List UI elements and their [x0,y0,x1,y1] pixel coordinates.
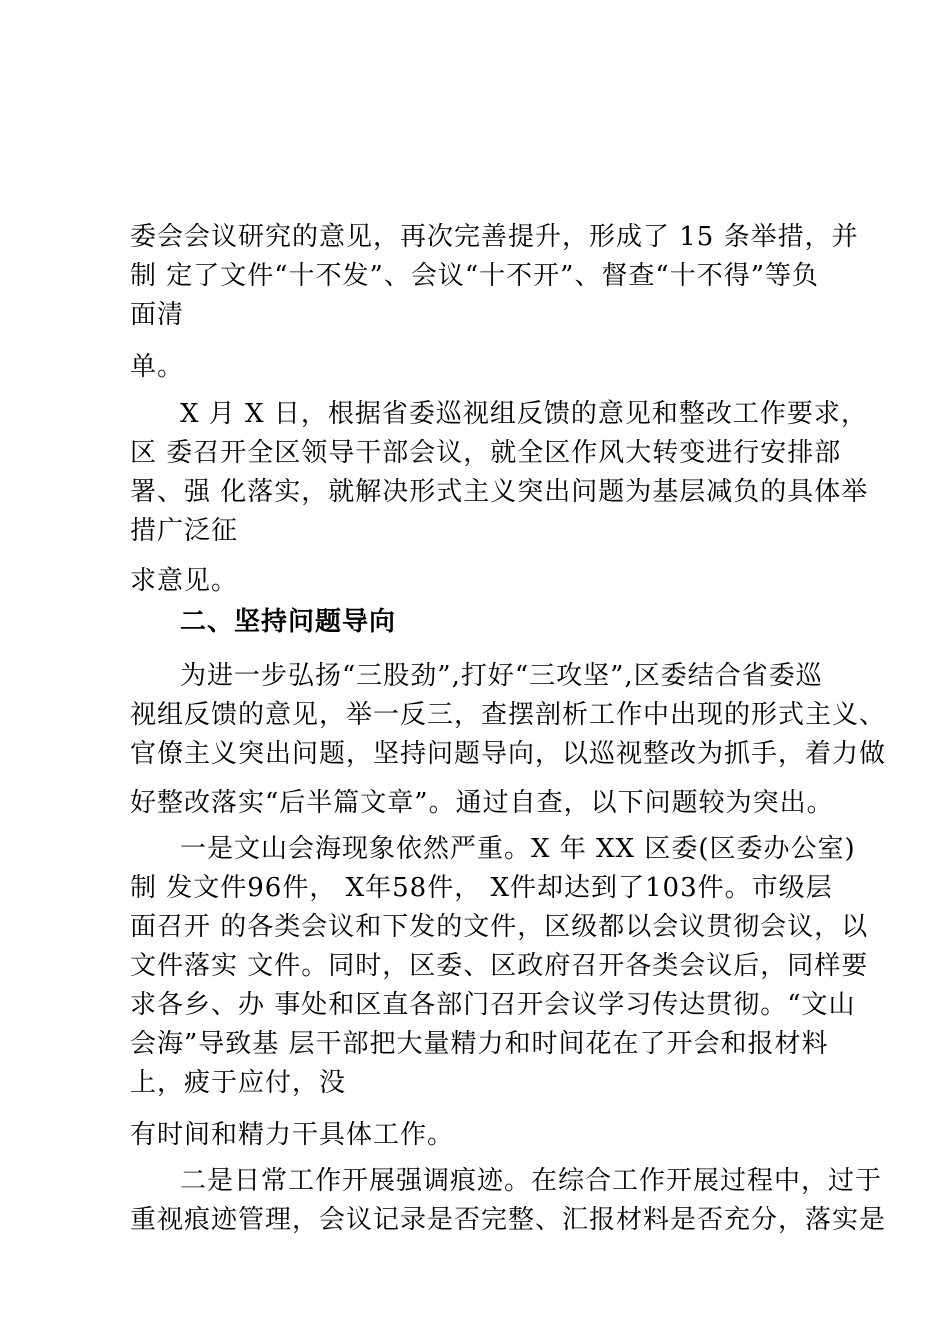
paragraph-line: 制 定了文件“十不发”、会议“十不开”、督查“十不得”等负 [130,261,820,291]
paragraph-line: 委会会议研究的意见，再次完善提升，形成了 15 条举措，并 [130,222,859,252]
paragraph-line: 面召开 的各类会议和下发的文件，区级都以会议贯彻会议，以 [130,912,869,942]
paragraph-line: 重视痕迹管理，会议记录是否完整、汇报材料是否充分，落实是 [130,1205,887,1235]
paragraph-line: 上，疲于应付，没 [130,1068,347,1098]
paragraph-line: 官僚主义突出问题，坚持问题导向，以巡视整改为抓手，着力做 [130,739,887,769]
paragraph-line: 视组反馈的意见，举一反三，查摆剖析工作中出现的形式主义、 [130,700,887,730]
paragraph-line: 有时间和精力干具体工作。 [130,1120,455,1150]
paragraph-line: 二是日常工作开展强调痕迹。在综合工作开展过程中，过于 [180,1166,883,1196]
paragraph-line: 一是文山会海现象依然严重。X 年 XX 区委(区委办公室) [180,834,856,864]
paragraph-line: 会海”导致基 层干部把大量精力和时间花在了开会和报材料 [130,1029,829,1059]
section-heading: 二、坚持问题导向 [180,607,397,637]
paragraph-line: 署、强 化落实，就解决形式主义突出问题为基层减负的具体举 [130,477,869,507]
paragraph-line: 措广泛征 [130,516,239,546]
paragraph-line: 求意见。 [130,566,239,596]
paragraph-line: 单。 [130,352,185,382]
paragraph-line: 制 发文件96件， X年58件， X件却达到了103件。市级层 [130,873,833,903]
paragraph-line: 面清 [130,300,185,330]
paragraph-line: X 月 X 日，根据省委巡视组反馈的意见和整改工作要求， [180,399,868,429]
paragraph-line: 文件落实 文件。同时，区委、区政府召开各类会议后，同样要 [130,951,869,981]
paragraph-line: 求各乡、办 事处和区直各部门召开会议学习传达贯彻。“文山 [130,990,856,1020]
paragraph-line: 好整改落实“后半篇文章”。通过自查，以下问题较为突出。 [130,788,834,818]
paragraph-line: 区 委召开全区领导干部会议，就全区作风大转变进行安排部 [130,438,842,468]
paragraph-line: 为进一步弘扬“三股劲”,打好“三攻坚”,区委结合省委巡 [180,661,823,691]
